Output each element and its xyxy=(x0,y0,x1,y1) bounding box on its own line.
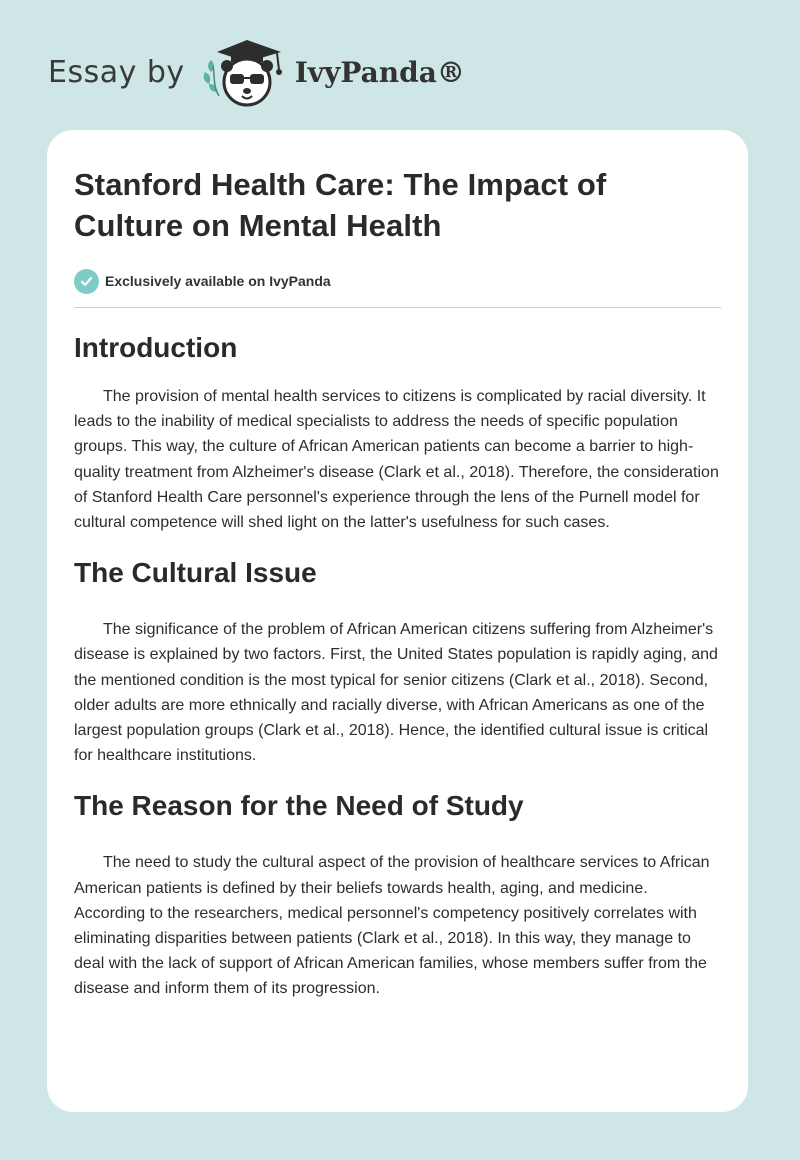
divider xyxy=(74,307,721,308)
badge-text: Exclusively available on IvyPanda xyxy=(105,273,331,289)
section-heading: Introduction xyxy=(74,332,238,363)
section-paragraph: The significance of the problem of African American citizens suffering from Alzheimer's disease is explained by two factors. First, the United States population is rapidly aging, and the mentioned condition is the most typical for senior citizens (Clark et al., 2018). Second, older adults are more ethnically and racially diverse, with African Americans as one of the largest population groups (Clark et al., 2018). Hence, the identified cultural issue is critical for healthcare institutions. xyxy=(74,621,718,765)
essay-card xyxy=(47,130,748,1112)
check-icon xyxy=(74,269,99,294)
section-introduction xyxy=(74,330,721,535)
section-heading: The Cultural Issue xyxy=(74,557,317,589)
section-cultural-issue xyxy=(74,555,721,768)
page-title: Stanford Health Care: The Impact of Culture on Mental Health xyxy=(74,167,607,243)
brand-name: IvyPanda® xyxy=(294,55,465,89)
availability-badge xyxy=(74,268,721,294)
section-paragraph: The need to study the cultural aspect of the provision of healthcare services to African American patients is defined by their beliefs towards health, aging, and medicine. According to the researchers, medical personnel's competency positively correlates with eliminating disparities between patients (Clark et al., 2018). In this way, they manage to deal with the lack of support of African American families, whose members suffer from the disease and inform them of its progression. xyxy=(74,854,710,998)
section-need-of-study xyxy=(74,788,721,1001)
section-heading: The Reason for the Need of Study xyxy=(74,790,524,822)
brand-prefix: Essay by xyxy=(48,54,185,90)
section-paragraph: The provision of mental health services to citizens is complicated by racial diversity. It leads to the inability of medical specialists to address the needs of specific population groups. This way, the culture of African American patients can become a barrier to high-quality treatment from Alzheimer's disease (Clark et al., 2018). Therefore, the consideration of Stanford Health Care personnel's experience through the lens of the Purnell model for cultural competence will shed light on the latter's usefulness for such cases. xyxy=(74,388,719,532)
brand-header[interactable] xyxy=(48,36,465,108)
panda-graduate-icon xyxy=(199,36,291,108)
